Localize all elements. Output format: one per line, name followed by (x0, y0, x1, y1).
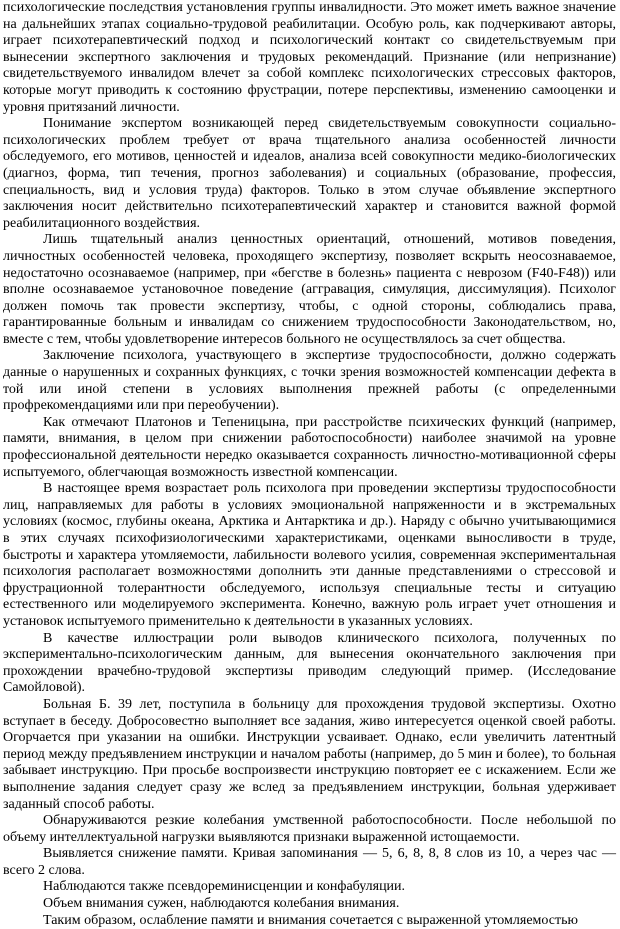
paragraph-5: В настоящее время возрастает роль психолога при проведении экспертизы трудоспособности лиц, направляемых для работы в условиях эмоциональной напряженности и в экстремальных условиях (космос, глубины океана, Арктика и Антарктика и др.). Наряду с обычно учитывающимися в этих случаях психофизиологическими характеристиками, оценками выносливости в труде, быстроты и характера утомляемости, лабильности волевого усилия, современная экспериментальная психология располагает возможностями дополнить эти данные представлениями о стрессовой и фрустрационной толерантности обследуемого, используя специальные тесты и ситуацию естественного или моделируемого эксперимента. Конечно, важную роль играет учет отношения и установок испытуемого применительно к деятельности в указанных условиях. (3, 481, 616, 629)
paragraph-1: Понимание экспертом возникающей перед свидетельствуемым совокупности социально-психологических проблем требует от врача тщательного анализа особенностей личности обследуемого, его мотивов, ценностей и идеалов, анализа всей совокупности медико-биологических (диагноз, форма, тип течения, прогноз заболевания) и социальных (образование, профессия, специальность, вид и условия труда) факторов. Только в этом случае объявление экспертного заключения носит действительно психотерапевтический характер и становится важной формой реабилитационного воздействия. (3, 116, 616, 231)
paragraph-4: Как отмечают Платонов и Тепеницына, при расстройстве психических функций (например, памяти, внимания, в целом при снижении работоспособности) наиболее значимой на уровне профессиональной деятельности нередко оказывается сохранность личностно-мотивационной сферы испытуемого, облегчающая возможность известной компенсации. (3, 414, 616, 480)
paragraph-8: Обнаруживаются резкие колебания умственной работоспособности. После небольшой по объему интеллектуальной нагрузки выявляются признаки выраженной истощаемости. (3, 813, 616, 845)
paragraph-6: В качестве иллюстрации роли выводов клинического психолога, полученных по экспериментально-психологическим данным, для вынесения окончательного заключения при прохождении врачебно-трудовой экспертизы приводим следующий пример. (Исследование Самойловой). (3, 630, 616, 696)
paragraph-3: Заключение психолога, участвующего в экспертизе трудоспособности, должно содержать данные о нарушенных и сохранных функциях, с точки зрения возможностей компенсации дефекта в той или иной степени в условиях выполнения прежней работы (с определенными профрекомендациями или при переобучении). (3, 348, 616, 414)
paragraph-10: Наблюдаются также псевдореминисценции и конфабуляции. (43, 879, 406, 895)
paragraph-7: Больная Б. 39 лет, поступила в больницу для прохождения трудовой экспертизы. Охотно вступает в беседу. Добросовестно выполняет все задания, живо интересуется оценкой своей работы. Огорчается при указании на ошибки. Инструкции усваивает. Однако, если увеличить латентный период между предъявлением инструкции и началом работы (например, до 5 мин и более), то больная забывает инструкцию. При просьбе воспроизвести инструкцию повторяет ее с искажением. Если же выполнение задания следует сразу же вслед за предъявлением инструкции, больная удерживает заданный способ работы. (3, 696, 616, 812)
paragraph-9: Выявляется снижение памяти. Кривая запоминания — 5, 6, 8, 8, 8 слов из 10, а через час — всего 2 слова. (3, 846, 616, 878)
paragraph-11: Объем внимания сужен, наблюдаются колебания внимания. (43, 896, 400, 912)
paragraph-0: психологические последствия установления группы инвалидности. Это может иметь важное значение на дальнейших этапах социально-трудовой реабилитации. Особую роль, как подчеркивают авторы, играет психотерапевтический подход и психологический контакт со свидетельствуемым при вынесении экспертного заключения и трудовых рекомендаций. Признание (или непризнание) свидетельствуемого инвалидом влечет за собой комплекс психологических стрессовых факторов, которые могут приводить к состоянию фрустрации, потере перспективы, изменению самооценки и уровня притязаний личности. (3, 0, 616, 115)
paragraph-12: Таким образом, ослабление памяти и внимания сочетается с выраженной утомляемостью (43, 912, 578, 928)
paragraph-2: Лишь тщательный анализ ценностных ориентаций, отношений, мотивов поведения, личностных особенностей человека, проходящего экспертизу, позволяет вскрыть неосознаваемое, недостаточно осознаваемое (например, при «бегстве в болезнь» пациента с неврозом (F40-F48)) или вполне осознаваемое установочное поведение (аггравация, симуляция, диссимуляция). Психолог должен помочь так провести экспертизу, чтобы, с одной стороны, соблюдались права, гарантированные больным и инвалидам со снижением трудоспособности Законодательством, но, вместе с тем, чтобы удовлетворение интересов больного не осуществлялось за счет общества. (3, 232, 616, 347)
